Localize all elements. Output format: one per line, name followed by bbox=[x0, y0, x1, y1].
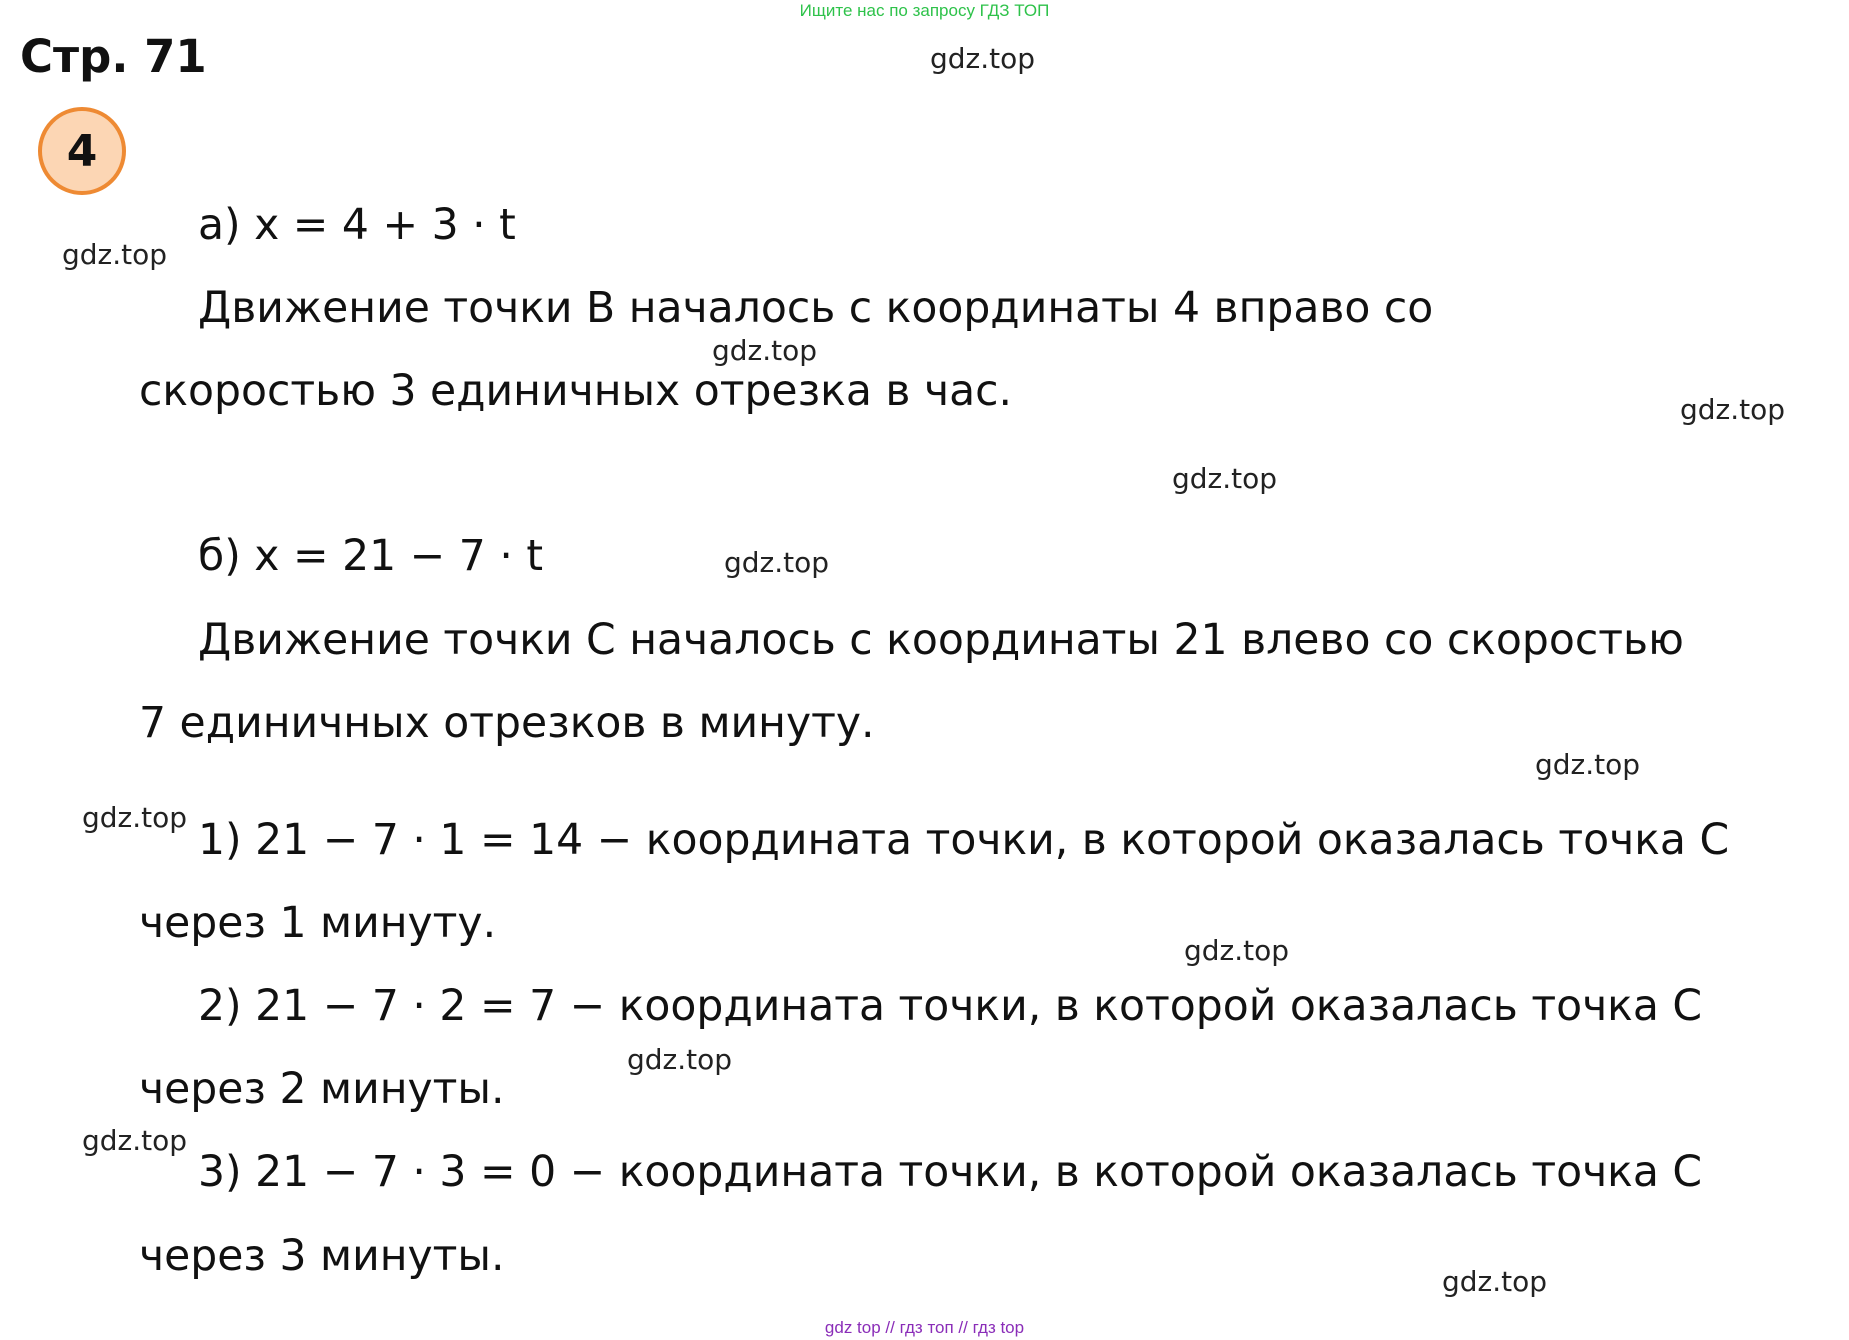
watermark: gdz.top bbox=[930, 42, 1036, 75]
watermark: gdz.top bbox=[1172, 462, 1278, 495]
watermark: gdz.top bbox=[627, 1043, 733, 1076]
task-number: 4 bbox=[66, 125, 98, 177]
watermark: gdz.top bbox=[82, 801, 188, 834]
watermark: gdz.top bbox=[1184, 934, 1290, 967]
watermark: gdz.top bbox=[1680, 393, 1786, 426]
solution-line: скоростью 3 единичных отрезка в час. bbox=[139, 367, 1012, 416]
watermark: gdz.top bbox=[712, 334, 818, 367]
solution-line: 1) 21 − 7 · 1 = 14 − координата точки, в которой оказалась точка C bbox=[198, 816, 1730, 865]
solution-line: б) x = 21 − 7 · t bbox=[198, 532, 544, 581]
watermark: gdz.top bbox=[82, 1124, 188, 1157]
solution-line: 2) 21 − 7 · 2 = 7 − координата точки, в которой оказалась точка C bbox=[198, 982, 1703, 1031]
solution-line: 7 единичных отрезков в минуту. bbox=[139, 699, 875, 748]
solution-line: 3) 21 − 7 · 3 = 0 − координата точки, в которой оказалась точка C bbox=[198, 1148, 1703, 1197]
top-banner: Ищите нас по запросу ГДЗ ТОП bbox=[799, 1, 1050, 20]
watermark: gdz.top bbox=[1442, 1265, 1548, 1298]
watermark: gdz.top bbox=[62, 238, 168, 271]
footer-watermark: gdz top // гдз топ // гдз top bbox=[824, 1318, 1025, 1337]
solution-line: через 3 минуты. bbox=[139, 1232, 505, 1281]
page-title: Стр. 71 bbox=[20, 30, 207, 83]
solution-line: Движение точки B началось с координаты 4 вправо со bbox=[198, 284, 1434, 333]
watermark: gdz.top bbox=[1535, 748, 1641, 781]
solution-line: через 1 минуту. bbox=[139, 899, 497, 948]
solution-line: а) x = 4 + 3 · t bbox=[198, 201, 516, 250]
solution-line: через 2 минуты. bbox=[139, 1065, 505, 1114]
solution-line: Движение точки C началось с координаты 21 влево со скоростью bbox=[198, 616, 1684, 665]
watermark: gdz.top bbox=[724, 546, 830, 579]
task-number-badge bbox=[38, 107, 126, 195]
